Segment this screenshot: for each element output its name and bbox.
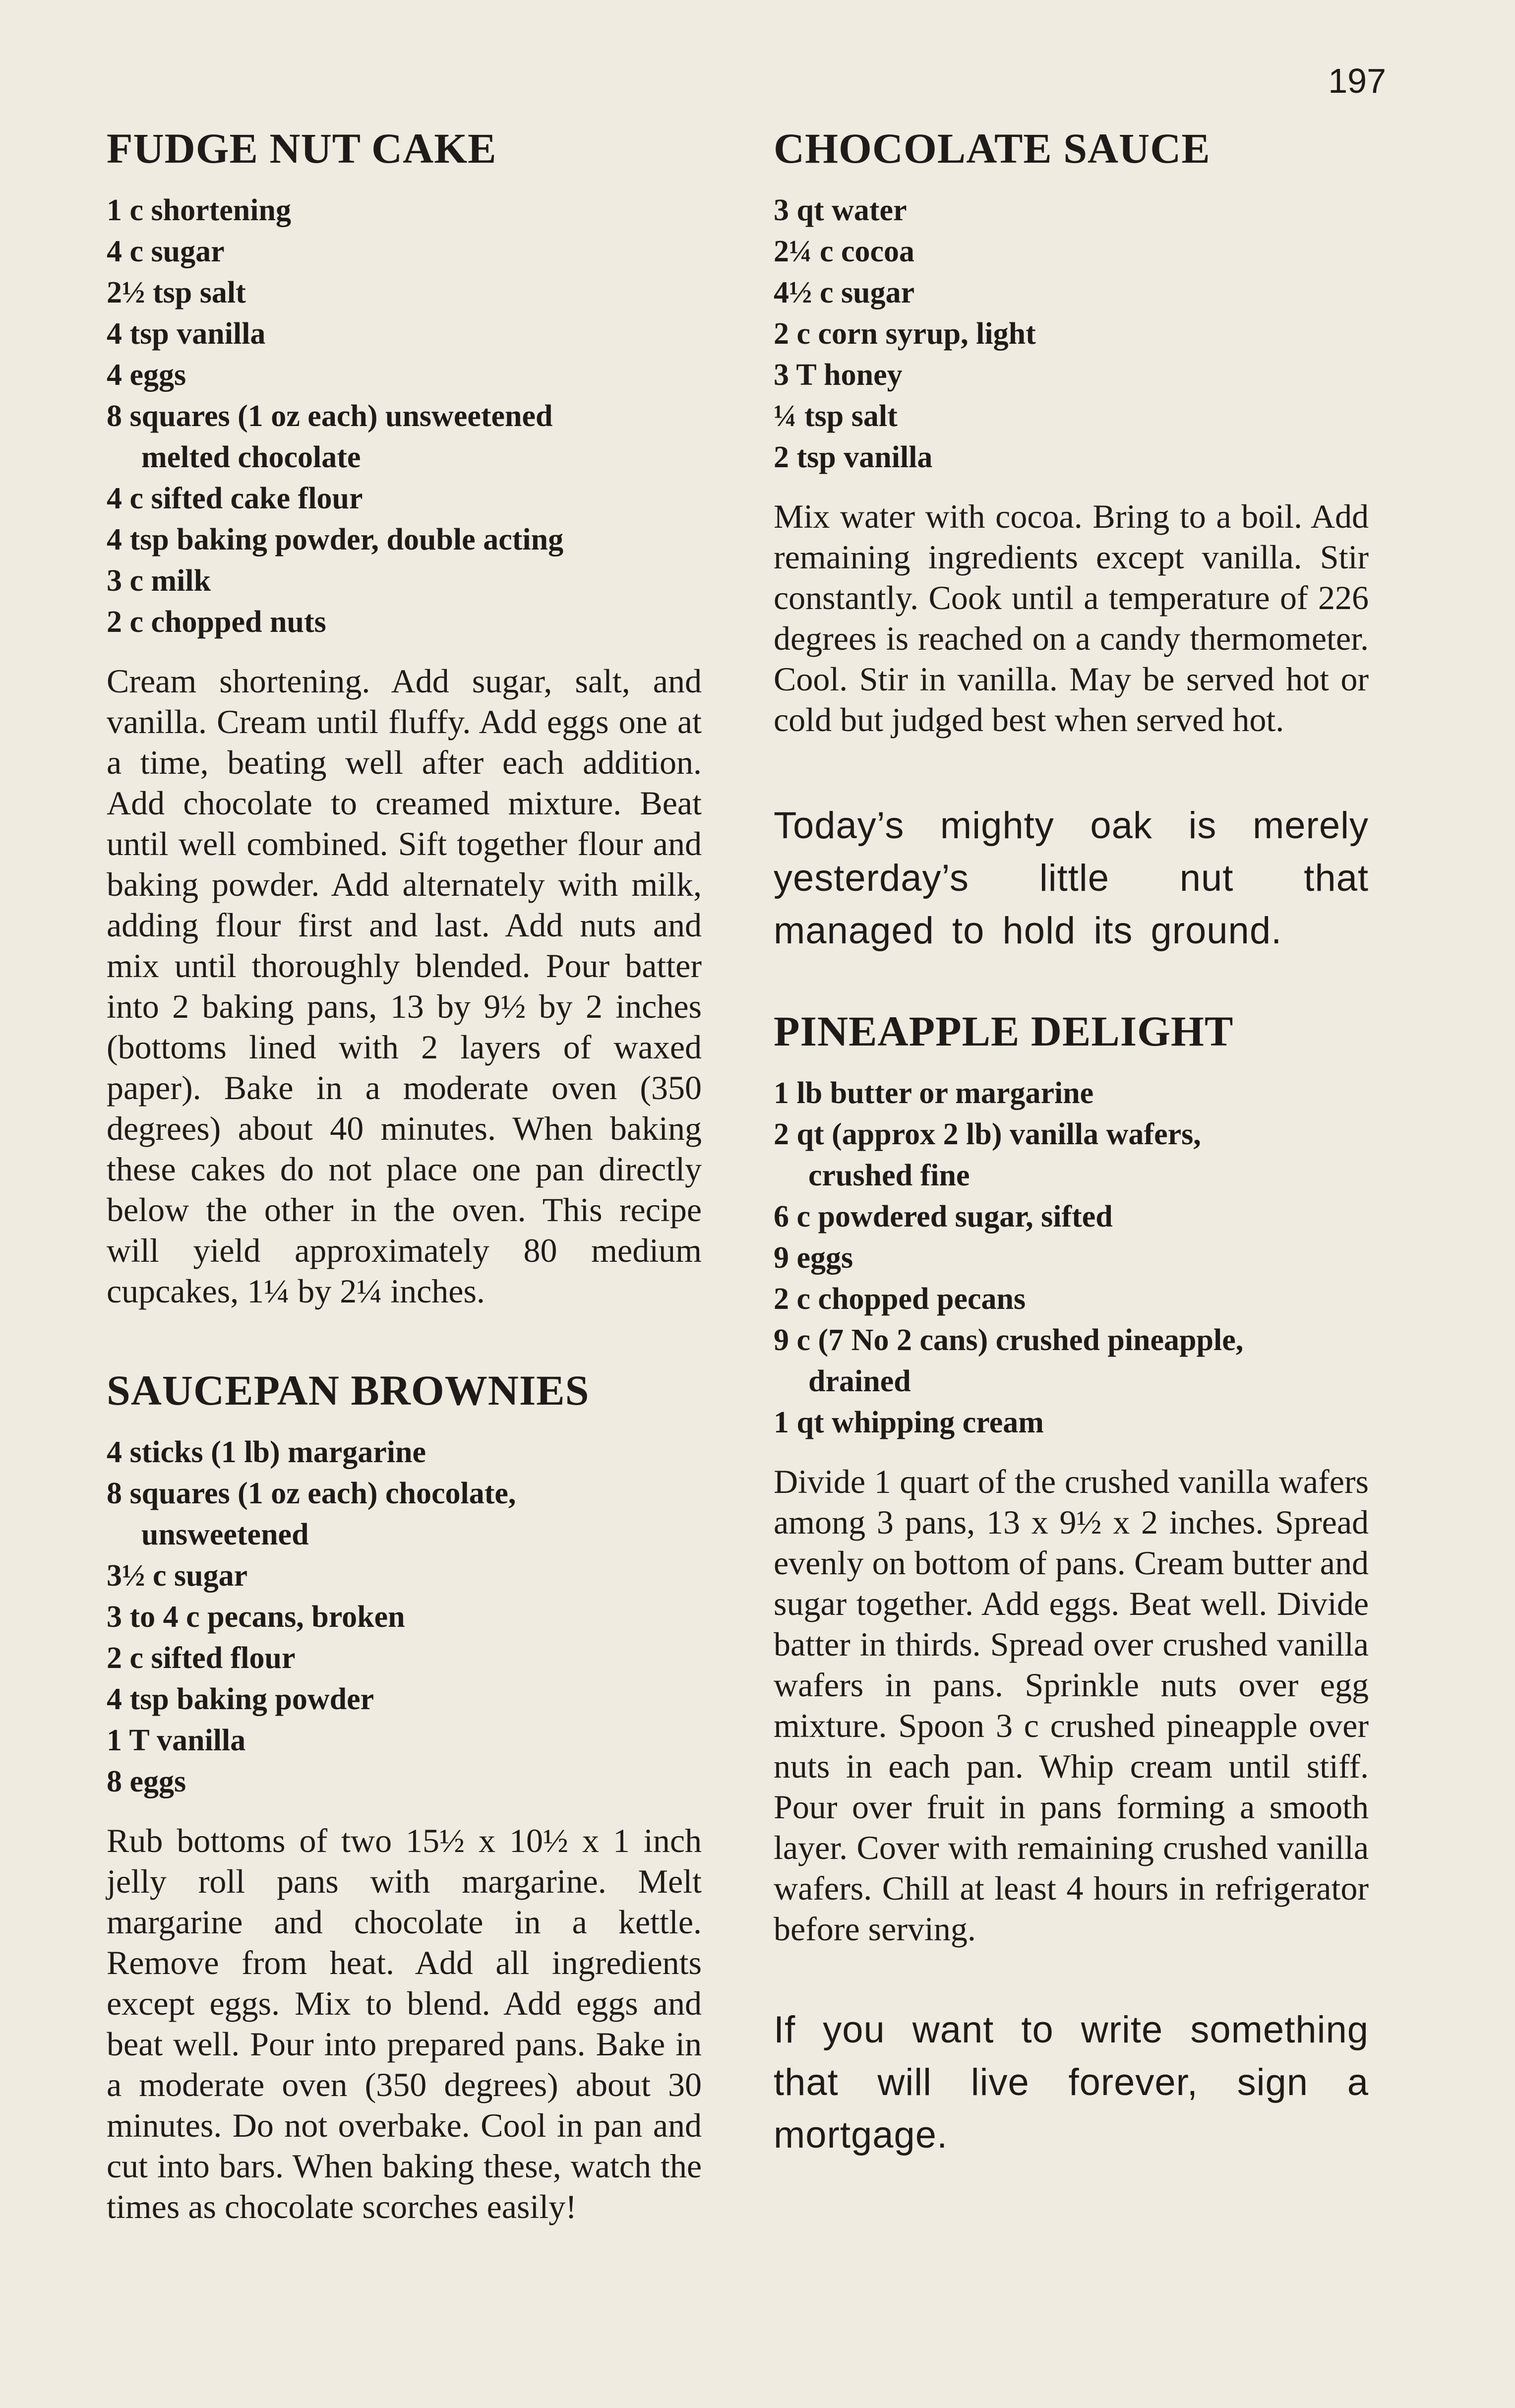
ingredient-item: 4 c sugar <box>107 234 225 268</box>
ingredient-item: 8 squares (1 oz each) unsweetened melted chocolate <box>107 399 553 474</box>
ingredient-item: 4½ c sugar <box>774 275 915 309</box>
recipe-directions: Rub bottoms of two 15½ x 10½ x 1 inch jelly roll pans with margarine. Melt margarine and chocolate in a kettle. Remove from heat. Add all ingredients except eggs. Mix to blend. Add eggs and beat well. Pour into prepared pans. Bake in a moderate oven (350 degrees) about 30 minutes. Do not overbake. Cool in pan and cut into bars. When baking these, watch the times as chocolate scorches easily! <box>107 1821 702 2225</box>
ingredient-item: 1 c shortening <box>107 193 291 227</box>
ingredient-list <box>774 190 1369 478</box>
quote-oak: Today’s mighty oak is merely yesterday’s little nut that managed to hold its ground. <box>774 804 1369 952</box>
left-column <box>107 124 702 2227</box>
ingredient-item: 2 qt (approx 2 lb) vanilla wafers, crushed fine <box>774 1117 1201 1192</box>
ingredient-item: 1 T vanilla <box>107 1723 246 1757</box>
ingredient-item: 9 eggs <box>774 1240 853 1275</box>
ingredient-item: 4 tsp baking powder <box>107 1682 374 1716</box>
ingredient-item: 4 eggs <box>107 358 186 392</box>
recipe-directions: Cream shortening. Add sugar, salt, and vanilla. Cream until fluffy. Add eggs one at a time, beating well after each addition. Add chocolate to creamed mixture. Beat until well combined. Sift together flour and baking powder. Add alternately with milk, adding flour first and last. Add nuts and mix until thoroughly blended. Pour batter into 2 baking pans, 13 by 9½ by 2 inches (bottoms lined with 2 layers of waxed paper). Bake in a moderate oven (350 degrees) about 40 minutes. When baking these cakes do not place one pan directly below the other in the oven. This recipe will yield approximately 80 medium cupcakes, 1¼ by 2¼ inches. <box>107 662 702 1310</box>
ingredient-item: 4 tsp vanilla <box>107 316 266 351</box>
recipe-title: PINEAPPLE DELIGHT <box>774 1007 1234 1055</box>
ingredient-item: 4 tsp baking powder, double acting <box>107 522 564 556</box>
ingredient-item: 6 c powdered sugar, sifted <box>774 1199 1113 1234</box>
ingredient-item: ¼ tsp salt <box>774 399 898 433</box>
ingredient-item: 2 c sifted flour <box>107 1641 296 1675</box>
section-gap <box>774 740 1369 800</box>
ingredient-list <box>107 1432 702 1802</box>
recipe-title: FUDGE NUT CAKE <box>107 124 497 172</box>
ingredient-item: 8 eggs <box>107 1764 186 1798</box>
ingredient-item: 2 tsp vanilla <box>774 440 933 474</box>
section-gap <box>107 1311 702 1366</box>
ingredient-item: 8 squares (1 oz each) chocolate, unsweetened <box>107 1476 516 1551</box>
recipe-directions: Mix water with cocoa. Bring to a boil. Add remaining ingredients except vanilla. Stir constantly. Cook until a temperature of 226 degrees is reached on a candy thermometer. Cool. Stir in vanilla. May be served hot or cold but judged best when served hot. <box>774 497 1369 739</box>
recipe-title: SAUCEPAN BROWNIES <box>107 1366 590 1414</box>
ingredient-item: 4 c sifted cake flour <box>107 481 363 515</box>
ingredient-list <box>107 190 702 643</box>
recipe-chocolate-sauce <box>774 124 1369 740</box>
ingredient-item: 2 c corn syrup, light <box>774 316 1036 351</box>
recipe-fudge-nut-cake <box>107 124 702 1311</box>
section-gap <box>774 1949 1369 2004</box>
ingredient-item: 1 qt whipping cream <box>774 1405 1044 1439</box>
page-number: 197 <box>1328 62 1386 100</box>
ingredient-item: 3 qt water <box>774 193 907 227</box>
ingredient-item: 4 sticks (1 lb) margarine <box>107 1435 426 1469</box>
ingredient-item: 2½ tsp salt <box>107 275 246 309</box>
ingredient-item: 1 lb butter or margarine <box>774 1076 1094 1110</box>
recipe-title: CHOCOLATE SAUCE <box>774 124 1211 172</box>
ingredient-item: 3 c milk <box>107 563 211 598</box>
ingredient-item: 3½ c sugar <box>107 1558 248 1593</box>
recipe-pineapple-delight <box>774 1007 1369 1949</box>
ingredient-item: 3 to 4 c pecans, broken <box>107 1600 405 1634</box>
ingredient-item: 2 c chopped pecans <box>774 1282 1026 1316</box>
ingredient-item: 3 T honey <box>774 358 903 392</box>
ingredient-item: 2¼ c cocoa <box>774 234 915 268</box>
section-gap <box>774 957 1369 1007</box>
right-column <box>774 124 1369 2161</box>
ingredient-list <box>774 1073 1369 1443</box>
ingredient-item: 9 c (7 No 2 cans) crushed pineapple, drained <box>774 1323 1244 1398</box>
recipe-directions: Divide 1 quart of the crushed vanilla wafers among 3 pans, 13 x 9½ x 2 inches. Spread evenly on bottom of pans. Cream butter and sugar together. Add eggs. Beat well. Divide batter in thirds. Spread over crushed vanilla wafers in pans. Sprinkle nuts over egg mixture. Spoon 3 c crushed pineapple over nuts in each pan. Whip cream until stiff. Pour over fruit in pans forming a smooth layer. Cover with remaining crushed vanilla wafers. Chill at least 4 hours in refrigerator before serving. <box>774 1462 1369 1948</box>
ingredient-item: 2 c chopped nuts <box>107 605 326 639</box>
recipe-saucepan-brownies <box>107 1366 702 2227</box>
quote-mortgage: If you want to write something that will live forever, sign a mortgage. <box>774 2008 1369 2156</box>
